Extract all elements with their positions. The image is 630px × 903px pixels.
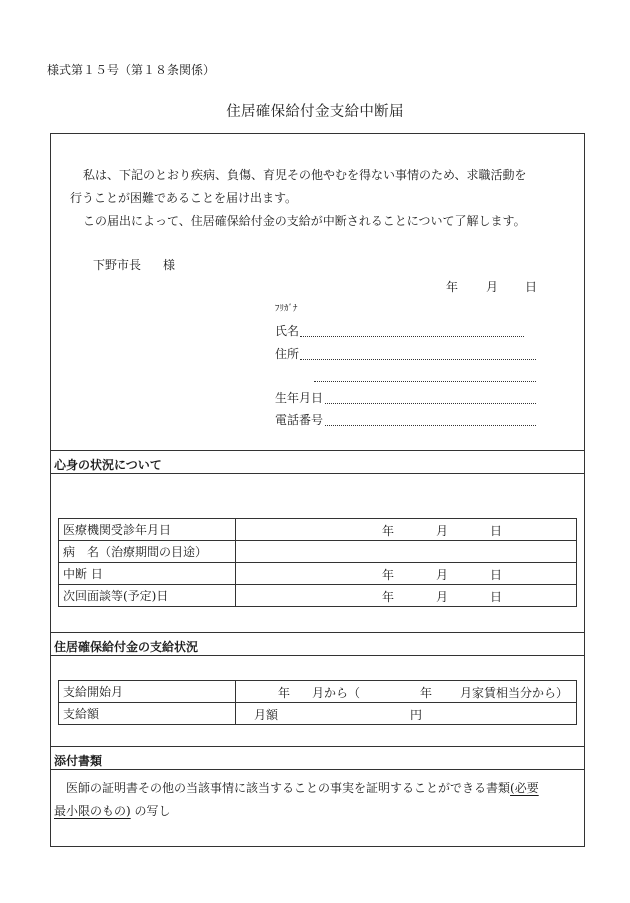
attachments-description <box>54 777 582 823</box>
addressee-name: 下野市長 <box>93 258 142 272</box>
section-divider <box>50 746 585 747</box>
form-frame <box>50 133 585 847</box>
form-number: 様式第１５号（第１８条関係） <box>47 63 216 77</box>
payment-start-field[interactable] <box>236 681 577 703</box>
consultation-date-label: 医療機関受診年月日 <box>59 519 236 541</box>
submission-month-label: 月 <box>486 280 499 294</box>
table-row <box>59 703 577 725</box>
section-divider <box>50 473 585 474</box>
rent-month-label: 月家賃相当分から） <box>460 686 569 700</box>
suspension-date-field[interactable] <box>236 563 577 585</box>
declaration-line-2: 行うことが困難であることを届け出ます。 <box>70 191 298 205</box>
payment-start-label: 支給開始月 <box>59 681 236 703</box>
table-row <box>59 541 577 563</box>
month-label: 月 <box>436 568 449 582</box>
attachments-text-part1: 医師の証明書その他の当該事情に該当することの事実を証明することができる書類 <box>66 781 511 795</box>
start-month-from-label: 月から（ <box>312 686 361 700</box>
attachments-heading: 添付書類 <box>54 754 103 768</box>
disease-name-field[interactable] <box>236 541 577 563</box>
attachments-text-part2: の写し <box>134 804 171 818</box>
table-row <box>59 681 577 703</box>
phone-field[interactable] <box>325 425 536 426</box>
year-label: 年 <box>382 568 395 582</box>
yen-label: 円 <box>410 708 423 722</box>
year-label: 年 <box>382 524 395 538</box>
name-label: 氏名 <box>275 324 300 338</box>
phone-label: 電話番号 <box>275 413 324 427</box>
addressee <box>93 256 175 273</box>
suspension-date-label: 中断 日 <box>59 563 236 585</box>
day-label: 日 <box>490 590 503 604</box>
section-divider <box>50 450 585 451</box>
address-label: 住所 <box>275 347 300 361</box>
section-divider <box>50 655 585 656</box>
table-row <box>59 585 577 607</box>
health-table <box>58 518 577 607</box>
section-divider <box>50 769 585 770</box>
consultation-date-field[interactable] <box>236 519 577 541</box>
attachments-text-underlined-a: (必要 <box>510 781 539 795</box>
disease-name-label: 病 名（治療期間の目途） <box>59 541 236 563</box>
month-label: 月 <box>436 590 449 604</box>
payment-amount-field[interactable] <box>236 703 577 725</box>
section-divider <box>50 632 585 633</box>
payment-amount-label: 支給額 <box>59 703 236 725</box>
next-interview-date-field[interactable] <box>236 585 577 607</box>
day-label: 日 <box>490 524 503 538</box>
monthly-label: 月額 <box>254 708 279 722</box>
table-row <box>59 563 577 585</box>
page-title: 住居確保給付金支給中断届 <box>226 104 404 120</box>
day-label: 日 <box>490 568 503 582</box>
start-year-label: 年 <box>278 686 291 700</box>
payment-section-heading: 住居確保給付金の支給状況 <box>54 640 199 654</box>
declaration-line-1: 私は、下記のとおり疾病、負傷、育児その他やむを得ない事情のため、求職活動を <box>83 168 527 182</box>
month-label: 月 <box>436 524 449 538</box>
birthdate-field[interactable] <box>325 403 536 404</box>
address-field[interactable] <box>300 359 536 360</box>
submission-day-label: 日 <box>525 280 538 294</box>
payment-table <box>58 680 577 725</box>
name-field[interactable] <box>300 336 524 337</box>
attachments-text-underlined-b: 最小限のもの) <box>54 804 131 818</box>
table-row <box>59 519 577 541</box>
birthdate-label: 生年月日 <box>275 391 324 405</box>
year-label: 年 <box>382 590 395 604</box>
address-field-line-2[interactable] <box>314 381 536 382</box>
submission-year-label: 年 <box>446 280 459 294</box>
addressee-honorific: 様 <box>163 258 176 272</box>
next-interview-date-label: 次回面談等(予定)日 <box>59 585 236 607</box>
furigana-label: ﾌﾘｶﾞﾅ <box>275 304 298 314</box>
rent-year-label: 年 <box>420 686 433 700</box>
health-section-heading: 心身の状況について <box>54 458 162 472</box>
declaration-line-3: この届出によって、住居確保給付金の支給が中断されることについて了解します。 <box>83 214 526 228</box>
